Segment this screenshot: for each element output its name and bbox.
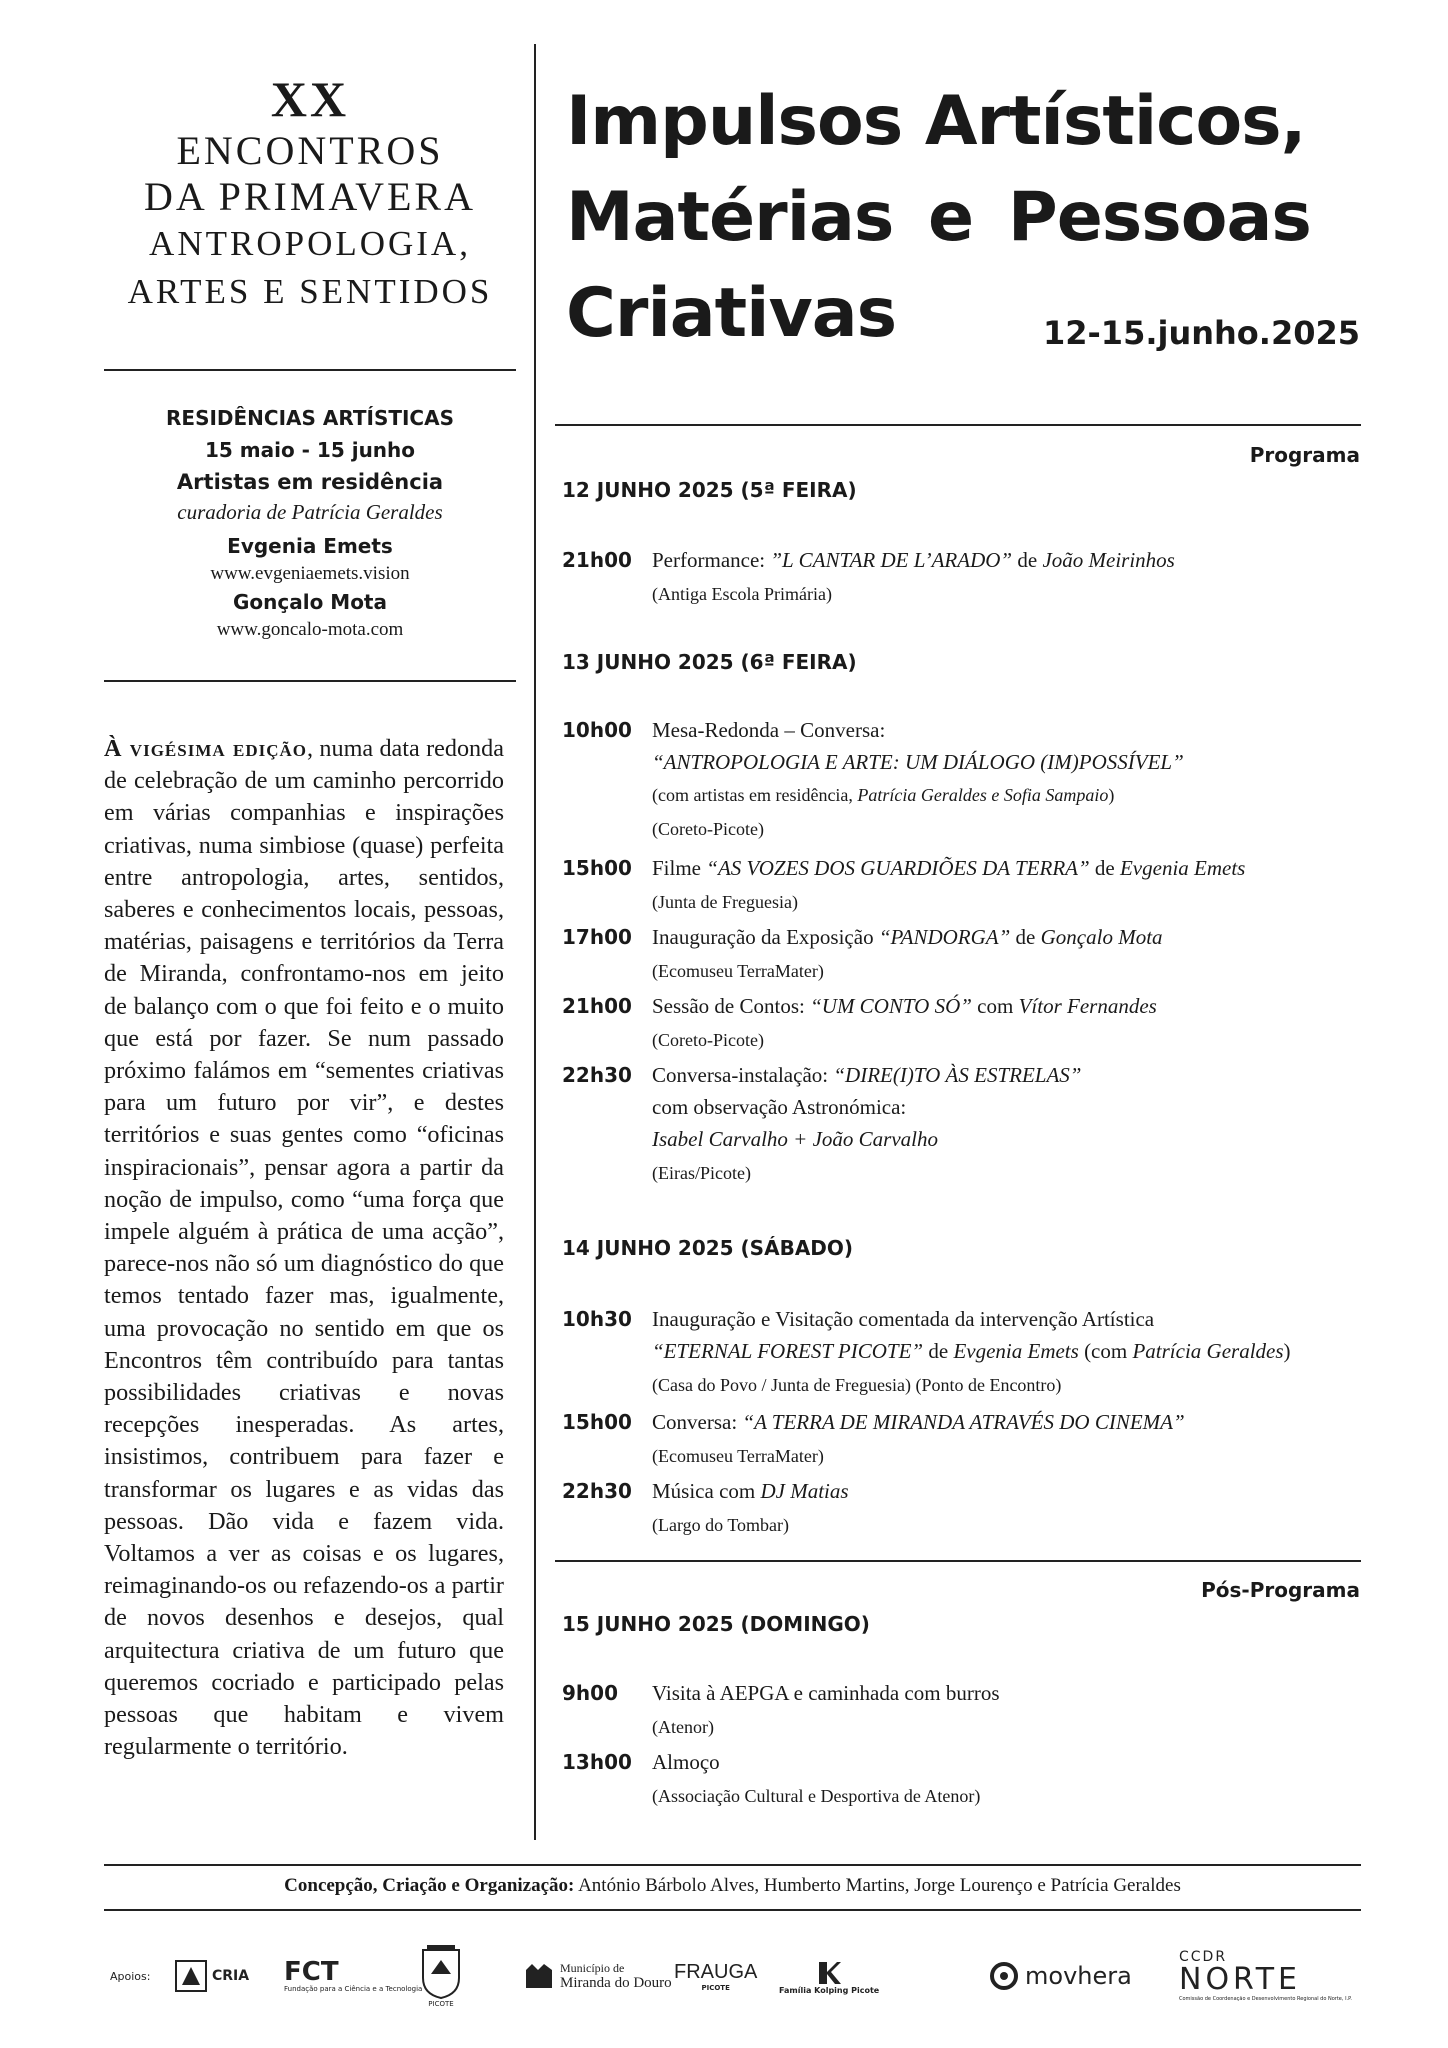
event-location: (Largo do Tombar)	[652, 1515, 790, 1535]
day-heading-12: 12 JUNHO 2025 (5ª FEIRA)	[562, 478, 857, 502]
event-time: 15h00	[562, 856, 632, 880]
event-logo-block	[104, 70, 516, 316]
event-location: (Ecomuseu TerraMater)	[652, 1446, 824, 1466]
artist-2-url[interactable]: www.goncalo-mota.com	[216, 619, 404, 640]
frauga-logo: FRAUGA PICOTE	[674, 1960, 758, 1992]
event-time: 10h30	[562, 1307, 632, 1331]
event-location: (Ecomuseu TerraMater)	[652, 961, 824, 981]
title-line-1: Impulsos Artísticos,	[566, 82, 1306, 161]
event-time: 17h00	[562, 925, 632, 949]
primavera-line: DA PRIMAVERA	[144, 174, 476, 219]
day-heading-14: 14 JUNHO 2025 (SÁBADO)	[562, 1236, 854, 1260]
encontros-line: ENCONTROS	[176, 128, 444, 173]
artes-line: ARTES E SENTIDOS	[127, 272, 493, 311]
event-location: (Antiga Escola Primária)	[652, 584, 832, 604]
divider	[104, 369, 516, 371]
essay-text	[104, 733, 504, 1764]
event-time: 9h00	[562, 1681, 618, 1705]
residencias-block	[104, 402, 516, 642]
divider	[104, 1909, 1361, 1911]
day-heading-13: 13 JUNHO 2025 (6ª FEIRA)	[562, 650, 857, 674]
event-time: 10h00	[562, 718, 632, 742]
movhera-logo: movhera	[989, 1936, 1132, 2016]
essay-body: , numa data redonda de celebração de um caminho percorrido em várias companhias e inspirações criativas, numa simbiose (quase) perfeita entre antropologia, artes, sentidos, saberes e conhecimentos locais, pessoas, matérias, paisagens e territórios da Terra de Miranda, confrontamo-nos em jeito de balanço com o que foi feito e o muito que está por fazer. Se num passado próximo falámos em “sementes criativas para um futuro por vir”, e destes territórios e suas gentes como “oficinas inspiracionais”, pensar agora a partir da noção de impulso, como “uma força que impele alguém à prática de uma acção”, parece-nos não só um diagnóstico do que temos tentado fazer mas, igualmente, uma provocação no sentido em que os Encontros têm contribuído para tantas possibilidades criativas e novas recepções inesperadas. As artes, insistimos, contribuem para fazer e transformar os lugares e as vidas das pessoas. Dão vida e fazem vida. Voltamos a ver as coisas e os lugares, reimaginando-os ou refazendo-os a partir de novos desenhos e desejos, qual arquitectura criativa de um futuro que queremos cocriado e participado pelas pessoas que habitam e vivem regularmente o território.	[104, 735, 504, 1761]
event-location: (Coreto-Picote)	[652, 819, 764, 839]
divider	[555, 424, 1361, 426]
municipio-logo: Município de Miranda do Douro	[524, 1936, 672, 2016]
apoios-label: Apoios:	[110, 1969, 151, 1983]
residencias-subtitle: Artistas em residência	[176, 470, 444, 494]
event-location: (Junta de Freguesia)	[652, 892, 798, 912]
residencias-heading: RESIDÊNCIAS ARTÍSTICAS	[166, 406, 454, 430]
event-location: (Casa do Povo / Junta de Freguesia) (Ponto de Encontro)	[652, 1375, 1062, 1395]
column-divider	[534, 44, 536, 1840]
event-location: (Coreto-Picote)	[652, 1030, 764, 1050]
title-line-3: Criativas	[566, 274, 897, 353]
essay-lead: À vigésima edição	[104, 735, 307, 762]
divider	[104, 680, 516, 682]
ccdr-norte-logo: CCDR NORTE Comissão de Coordenação e Desenvolvimento Regional do Norte, I.P.	[1179, 1949, 1352, 2002]
event-time: 15h00	[562, 1410, 632, 1434]
event-time: 21h00	[562, 994, 632, 1018]
residencias-dates: 15 maio - 15 junho	[204, 438, 416, 462]
artist-1-url[interactable]: www.evgeniaemets.vision	[210, 563, 410, 584]
event-time: 21h00	[562, 548, 632, 572]
artist-2: Gonçalo Mota	[232, 590, 387, 614]
curator: curadoria de Patrícia Geraldes	[177, 500, 443, 524]
fct-logo: FCT Fundação para a Ciência e a Tecnologia	[284, 1957, 423, 1993]
title-line-2: Matérias e Pessoas	[566, 178, 1311, 257]
divider	[555, 1560, 1361, 1562]
event-location: (Atenor)	[652, 1717, 714, 1737]
cria-logo: CRIA	[174, 1936, 249, 2016]
event-dates: 12-15.junho.2025	[1042, 314, 1360, 352]
event-time: 22h30	[562, 1063, 632, 1087]
day-heading-15: 15 JUNHO 2025 (DOMINGO)	[562, 1612, 870, 1636]
pos-programa-label: Pós-Programa	[1201, 1578, 1360, 1602]
antropologia-line: ANTROPOLOGIA,	[149, 224, 471, 263]
sponsor-logos	[104, 1936, 1361, 2016]
credits: Concepção, Criação e Organização: António Bárbolo Alves, Humberto Martins, Jorge Lourenço e Patrícia Geraldes	[284, 1875, 1181, 1896]
artist-1: Evgenia Emets	[227, 534, 393, 558]
event-location: (Associação Cultural e Desportiva de Atenor)	[652, 1786, 981, 1806]
picote-crest-logo: PICOTE	[419, 1936, 463, 2016]
kolping-logo: Família Kolping Picote	[779, 1936, 879, 2016]
edition-number: XX	[270, 71, 350, 127]
programa-label: Programa	[1249, 443, 1360, 467]
event-time: 13h00	[562, 1750, 632, 1774]
event-time: 22h30	[562, 1479, 632, 1503]
event-location: (Eiras/Picote)	[652, 1163, 751, 1183]
